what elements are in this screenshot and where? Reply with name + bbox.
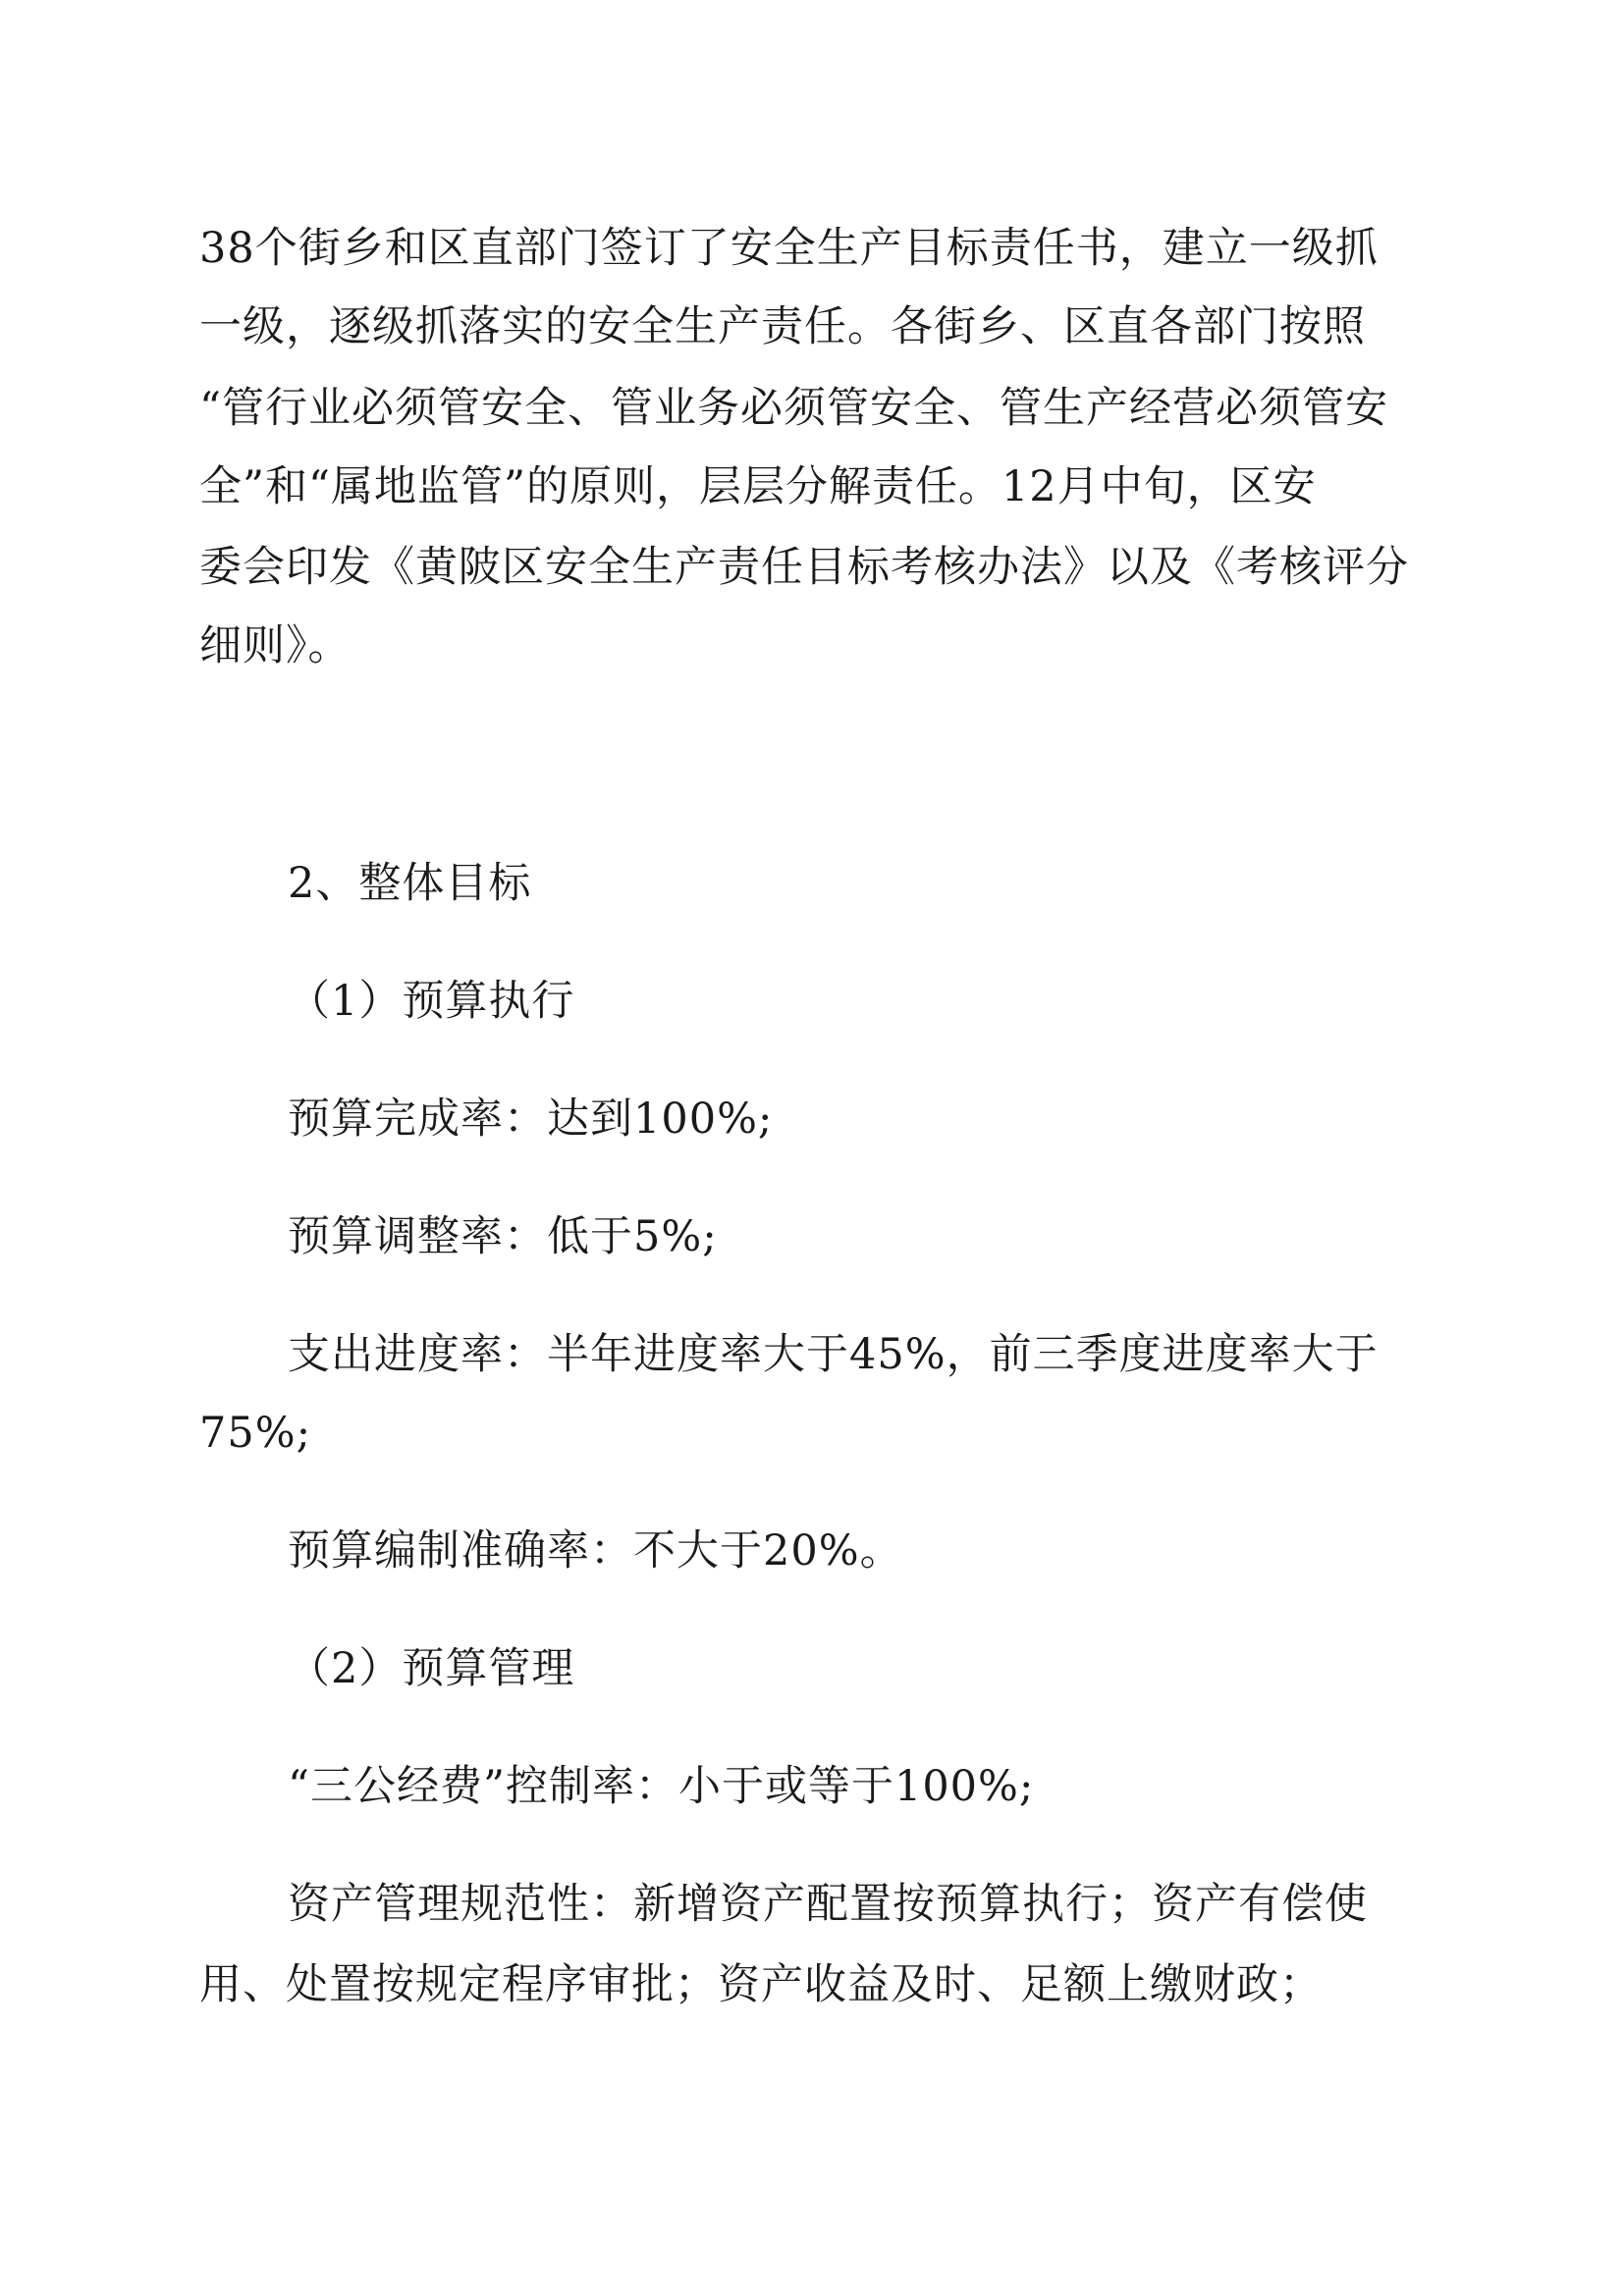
subsection-heading: （2）预算管理 — [288, 1644, 575, 1693]
list-item-continuation: 用、处置按规定程序审批；资产收益及时、足额上缴财政； — [199, 1960, 1323, 2009]
paragraph-line: 委会印发《黄陂区安全生产责任目标考核办法》以及《考核评分 — [199, 543, 1409, 592]
list-item: 资产管理规范性：新增资产配置按预算执行；资产有偿使 — [288, 1880, 1368, 1929]
paragraph-line: 38个街乡和区直部门签订了安全生产目标责任书，建立一级抓 — [199, 224, 1379, 273]
paragraph-line: 一级，逐级抓落实的安全生产责任。各街乡、区直各部门按照 — [199, 302, 1366, 351]
list-item: 预算调整率：低于5%; — [288, 1212, 718, 1261]
list-item: “三公经费”控制率：小于或等于100%; — [288, 1762, 1035, 1811]
list-item: 支出进度率：半年进度率大于45%，前三季度进度率大于 — [288, 1330, 1379, 1379]
list-item: 预算完成率：达到100%; — [288, 1095, 774, 1144]
list-item: 预算编制准确率：不大于20%。 — [288, 1526, 903, 1575]
list-item-continuation: 75%; — [199, 1409, 312, 1458]
paragraph-line: “管行业必须管安全、管业务必须管安全、管生产经营必须管安 — [199, 384, 1388, 433]
subsection-heading: （1）预算执行 — [288, 977, 575, 1026]
section-heading: 2、整体目标 — [288, 859, 532, 908]
paragraph-line: 细则》。 — [199, 621, 352, 670]
paragraph-line: 全”和“属地监管”的原则，层层分解责任。12月中旬，区安 — [199, 462, 1317, 511]
